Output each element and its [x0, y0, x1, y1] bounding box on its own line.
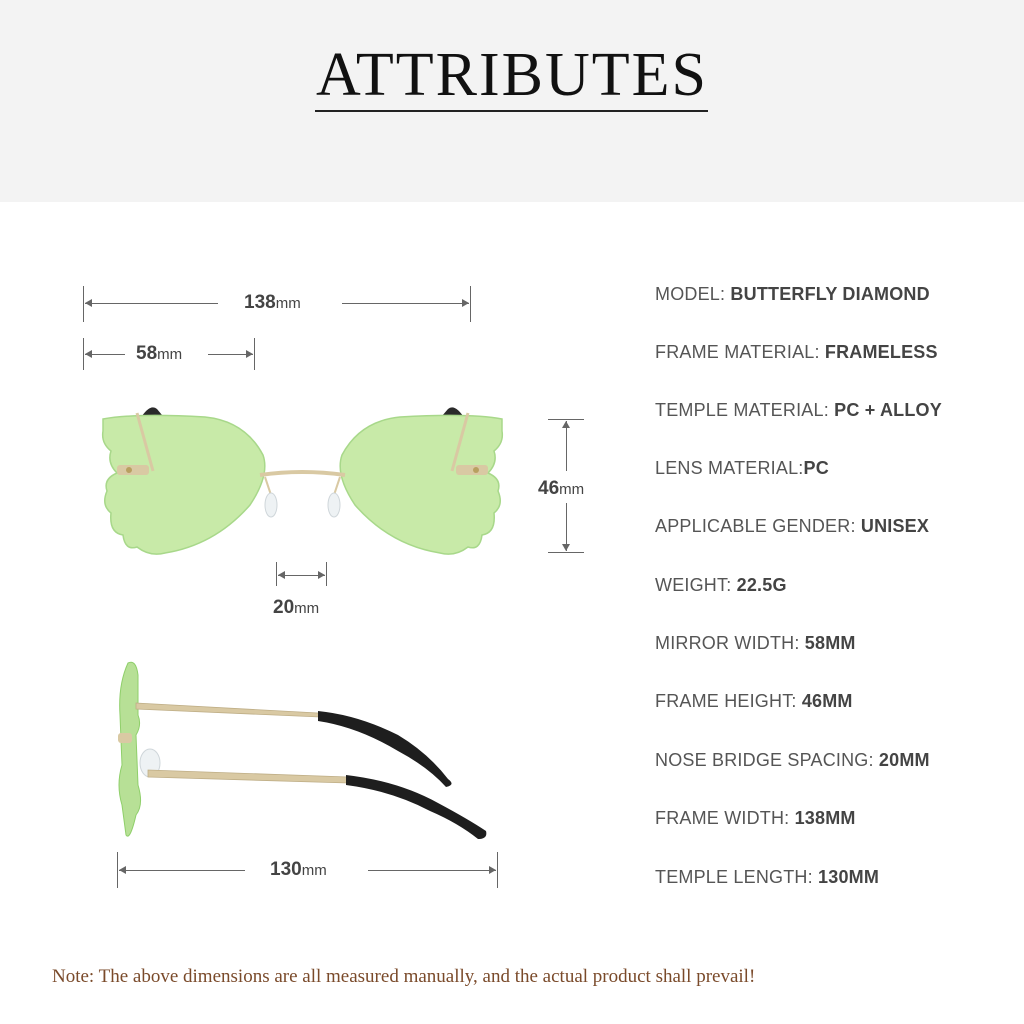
spec-label: MIRROR WIDTH:	[655, 633, 805, 653]
frame-width-tick-right	[470, 286, 471, 322]
header-banner	[0, 0, 1024, 202]
lens-width-label	[136, 343, 182, 365]
spec-label: APPLICABLE GENDER:	[655, 516, 861, 536]
spec-temple-material	[655, 400, 942, 421]
spec-value: 22.5G	[736, 575, 787, 595]
bridge-value: 20	[273, 597, 295, 618]
left-pad-arm	[265, 477, 271, 495]
spec-value: UNISEX	[860, 516, 930, 536]
lens-width-arrow-right	[246, 350, 253, 358]
lower-temple-tip	[346, 775, 486, 839]
lens-height-arrow-up	[562, 421, 570, 428]
right-nose-pad	[328, 493, 340, 517]
spec-weight	[655, 575, 787, 596]
spec-value: PC	[803, 458, 829, 478]
bridge-tick-right	[326, 562, 327, 586]
front-view-glasses-image	[95, 395, 510, 565]
spec-model	[655, 284, 930, 305]
lens-height-value: 46	[538, 478, 560, 499]
spec-value: PC + ALLOY	[834, 400, 942, 420]
frame-width-value: 138	[244, 292, 276, 313]
right-lens	[340, 415, 502, 554]
bridge-unit: mm	[294, 600, 320, 617]
lower-temple-metal	[148, 770, 348, 783]
left-rivet	[126, 467, 132, 473]
spec-gender	[655, 516, 929, 537]
temple-arrow-right	[489, 866, 496, 874]
left-lens	[103, 415, 265, 554]
frame-width-arrow-right	[462, 299, 469, 307]
spec-nose-bridge	[655, 750, 930, 771]
left-hinge	[117, 465, 149, 475]
temple-tick-right	[497, 852, 498, 888]
temple-label	[270, 859, 327, 881]
spec-value: 58MM	[804, 633, 856, 653]
lens-width-value: 58	[136, 343, 158, 364]
spec-value: FRAMELESS	[824, 342, 938, 362]
spec-label: FRAME HEIGHT:	[655, 691, 802, 711]
nose-bridge	[260, 472, 345, 475]
temple-value: 130	[270, 859, 302, 880]
frame-width-tick-left	[83, 286, 84, 322]
spec-label: TEMPLE LENGTH:	[655, 867, 819, 887]
frame-width-line-left	[85, 303, 218, 304]
lens-width-tick-right	[254, 338, 255, 370]
bridge-tick-left	[276, 562, 277, 586]
spec-value: 46MM	[801, 691, 853, 711]
temple-line-left	[119, 870, 245, 871]
spec-label: FRAME MATERIAL:	[655, 342, 825, 362]
frame-width-arrow-left	[85, 299, 92, 307]
spec-label: TEMPLE MATERIAL:	[655, 400, 835, 420]
lens-width-arrow-left	[85, 350, 92, 358]
spec-mirror-width	[655, 633, 856, 654]
spec-label: LENS MATERIAL:	[655, 458, 804, 478]
right-pad-arm	[334, 477, 340, 495]
frame-width-unit: mm	[275, 295, 301, 312]
spec-frame-material	[655, 342, 938, 363]
spec-value: 130MM	[818, 867, 880, 887]
spec-lens-material	[655, 458, 829, 479]
frame-width-label	[244, 292, 301, 314]
spec-frame-height	[655, 691, 853, 712]
upper-temple-tip	[318, 711, 452, 787]
lens-height-unit: mm	[559, 481, 585, 498]
disclaimer-note: Note: The above dimensions are all measured manually, and the actual product shall prevail!	[52, 966, 756, 987]
lens-height-tick-top	[548, 419, 584, 420]
bridge-arrow-left	[278, 571, 285, 579]
temple-arrow-left	[119, 866, 126, 874]
spec-label: NOSE BRIDGE SPACING:	[655, 750, 879, 770]
side-hinge	[118, 733, 132, 743]
page-title: ATTRIBUTES	[316, 41, 708, 109]
bridge-label	[273, 597, 319, 619]
lens-width-unit: mm	[157, 346, 183, 363]
spec-label: MODEL:	[655, 284, 731, 304]
spec-temple-length	[655, 867, 879, 888]
upper-temple-metal	[136, 703, 320, 717]
lens-height-arrow-down	[562, 544, 570, 551]
spec-value: 138MM	[794, 808, 856, 828]
right-hinge	[456, 465, 488, 475]
side-view-glasses-image	[108, 655, 493, 845]
lens-height-tick-bottom	[548, 552, 584, 553]
side-lens-edge	[119, 662, 141, 836]
bridge-arrow-right	[318, 571, 325, 579]
spec-label: FRAME WIDTH:	[655, 808, 795, 828]
lens-height-label	[538, 478, 584, 500]
temple-unit: mm	[301, 862, 327, 879]
right-rivet	[473, 467, 479, 473]
title-underline	[315, 110, 708, 112]
spec-value: BUTTERFLY DIAMOND	[730, 284, 930, 304]
lens-width-tick-left	[83, 338, 84, 370]
temple-tick-left	[117, 852, 118, 888]
spec-frame-width	[655, 808, 856, 829]
frame-width-line-right	[342, 303, 469, 304]
spec-value: 20MM	[878, 750, 930, 770]
temple-line-right	[368, 870, 496, 871]
spec-label: WEIGHT:	[655, 575, 737, 595]
left-nose-pad	[265, 493, 277, 517]
lens-height-line-top	[566, 421, 567, 471]
